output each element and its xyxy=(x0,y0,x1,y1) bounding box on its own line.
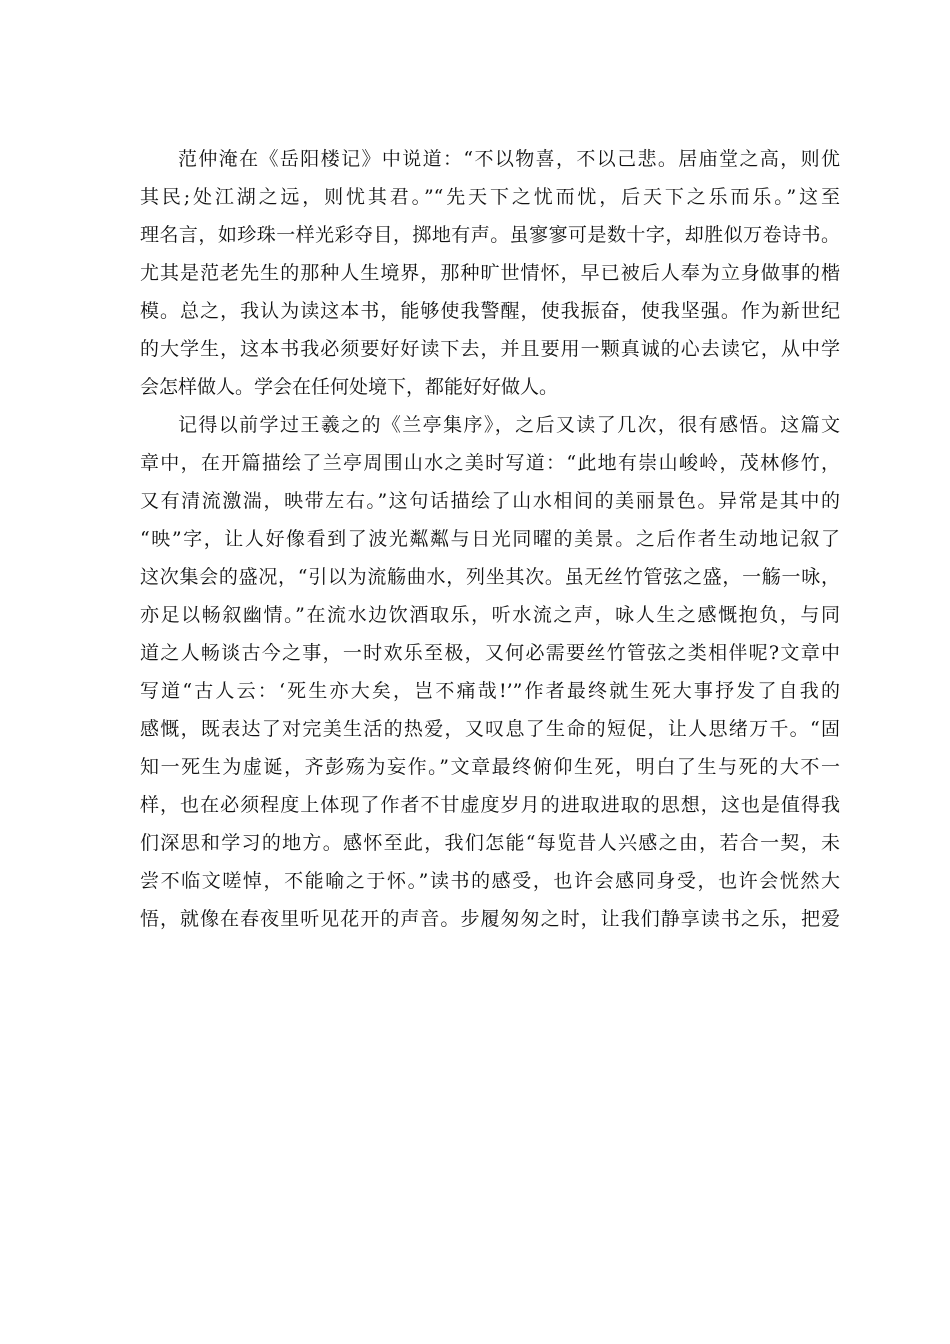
paragraph-yueyanglou xyxy=(140,140,840,406)
text-line: 亦足以畅叙幽情。”在流水边饮酒取乐，听水流之声，咏人生之感慨抱负，与同 xyxy=(140,604,840,626)
text-line: 知一死生为虚诞，齐彭殇为妄作。”文章最终俯仰生死，明白了生与死的大不一 xyxy=(140,756,840,778)
text-line: 会怎样做人。学会在任何处境下，都能好好做人。 xyxy=(140,376,559,398)
text-line: 理名言，如珍珠一样光彩夺目，掷地有声。虽寥寥可是数十字，却胜似万卷诗书。 xyxy=(140,224,840,246)
paragraph-lantingjixu xyxy=(140,406,840,938)
text-line: 范仲淹在《岳阳楼记》中说道：“不以物喜，不以己悲。居庙堂之高，则优 xyxy=(178,148,840,170)
text-line: 尝不临文嗟悼，不能喻之于怀。”读书的感受，也许会感同身受，也许会恍然大 xyxy=(140,870,840,892)
text-line: 悟，就像在春夜里听见花开的声音。步履匆匆之时，让我们静享读书之乐，把爱 xyxy=(140,908,840,930)
text-line: 其民;处江湖之远，则忧其君。”“先天下之忧而忧，后天下之乐而乐。”这至 xyxy=(140,186,840,208)
text-line: “映”字，让人好像看到了波光粼粼与日光同曜的美景。之后作者生动地记叙了 xyxy=(140,528,840,550)
text-line: 记得以前学过王羲之的《兰亭集序》，之后又读了几次，很有感悟。这篇文 xyxy=(178,414,840,436)
text-line: 的大学生，这本书我必须要好好读下去，并且要用一颗真诚的心去读它，从中学 xyxy=(140,338,840,360)
text-line: 模。总之，我认为读这本书，能够使我警醒，使我振奋，使我坚强。作为新世纪 xyxy=(140,300,840,322)
text-line: 这次集会的盛况，“引以为流觞曲水，列坐其次。虽无丝竹管弦之盛，一觞一咏， xyxy=(140,566,840,588)
document-body xyxy=(140,140,840,938)
text-line: 样，也在必须程度上体现了作者不甘虚度岁月的进取进取的思想，这也是值得我 xyxy=(140,794,840,816)
text-line: 写道“古人云：‘死生亦大矣，岂不痛哉!’”作者最终就生死大事抒发了自我的 xyxy=(140,680,840,702)
text-line: 感慨，既表达了对完美生活的热爱，又叹息了生命的短促，让人思绪万千。“固 xyxy=(140,718,840,740)
text-line: 尤其是范老先生的那种人生境界，那种旷世情怀，早已被后人奉为立身做事的楷 xyxy=(140,262,840,284)
text-line: 们深思和学习的地方。感怀至此，我们怎能“每览昔人兴感之由，若合一契，未 xyxy=(140,832,840,854)
text-line: 道之人畅谈古今之事，一时欢乐至极，又何必需要丝竹管弦之类相伴呢?文章中 xyxy=(140,642,840,664)
text-line: 又有清流激湍，映带左右。”这句话描绘了山水相间的美丽景色。异常是其中的 xyxy=(140,490,840,512)
text-line: 章中，在开篇描绘了兰亭周围山水之美时写道：“此地有崇山峻岭，茂林修竹， xyxy=(140,452,840,474)
